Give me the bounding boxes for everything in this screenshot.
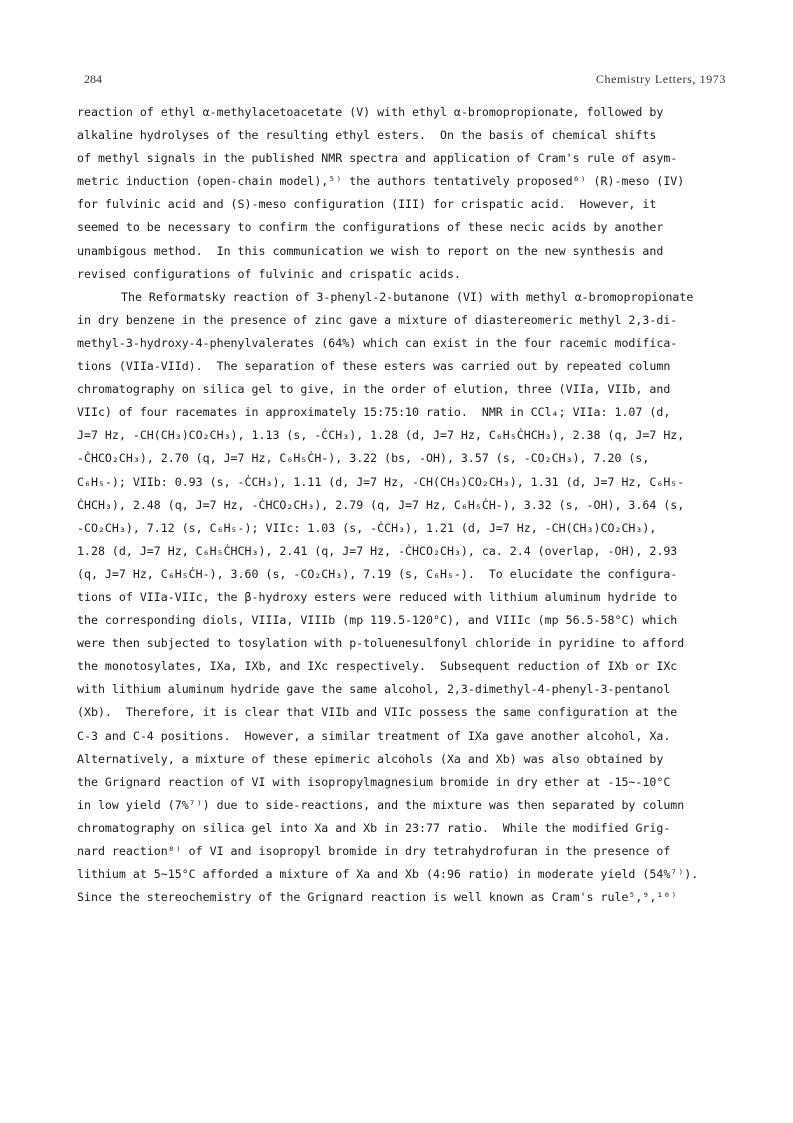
text-line: ĊHCH₃), 2.48 (q, J=7 Hz, -ĊHCO₂CH₃), 2.79 (q, J=7 Hz, C₆H₅ĊH-), 3.32 (s, -OH), 3.64 (s, [77, 497, 685, 512]
text-line: C₆H₅-); VIIb: 0.93 (s, -ĊCH₃), 1.11 (d, J=7 Hz, -CH(CH₃)CO₂CH₃), 1.31 (d, J=7 Hz, C₆H₅- [77, 474, 685, 489]
text-line: chromatography on silica gel to give, in the order of elution, three (VIIa, VIIb, and [77, 382, 671, 397]
paragraph-1 [77, 101, 737, 286]
text-line: the monotosylates, IXa, IXb, and IXc respectively. Subsequent reduction of IXb or IXc [77, 659, 678, 674]
text-line: unambigous method. In this communication we wish to report on the new synthesis and [77, 243, 664, 258]
text-line: Since the stereochemistry of the Grignard reaction is well known as Cram's rule⁵,⁹,¹⁰⁾ [77, 890, 678, 905]
page-number: 284 [84, 72, 102, 86]
text-line: the Grignard reaction of VI with isopropylmagnesium bromide in dry ether at -15~-10°C [77, 774, 671, 789]
text-line: tions of VIIa-VIIc, the β-hydroxy esters were reduced with lithium aluminum hydride to [77, 589, 678, 604]
text-line: (Xb). Therefore, it is clear that VIIb and VIIc possess the same configuration at the [77, 705, 678, 720]
text-line: were then subjected to tosylation with p-toluenesulfonyl chloride in pyridine to afford [77, 636, 685, 651]
text-line: for fulvinic acid and (S)-meso configuration (III) for crispatic acid. However, it [77, 197, 657, 212]
text-line: the corresponding diols, VIIIa, VIIIb (mp 119.5-120°C), and VIIIc (mp 56.5-58°C) which [77, 613, 678, 628]
journal-running-head: Chemistry Letters, 1973 [595, 72, 726, 86]
text-line: with lithium aluminum hydride gave the same alcohol, 2,3-dimethyl-4-phenyl-3-pentanol [77, 682, 671, 697]
text-line: in low yield (7%⁷⁾) due to side-reactions, and the mixture was then separated by column [77, 797, 685, 812]
paragraph-2 [77, 286, 737, 910]
text-line: nard reaction⁸⁾ of VI and isopropyl bromide in dry tetrahydrofuran in the presence of [77, 844, 671, 858]
body-text [77, 101, 737, 909]
text-line: 1.28 (d, J=7 Hz, C₆H₅ĊHCH₃), 2.41 (q, J=7 Hz, -ĊHCO₂CH₃), ca. 2.4 (overlap, -OH), 2.93 [77, 543, 678, 558]
text-line: of methyl signals in the published NMR spectra and application of Cram's rule of asym- [77, 151, 678, 166]
text-line: revised configurations of fulvinic and crispatic acids. [77, 266, 461, 281]
text-line: chromatography on silica gel into Xa and Xb in 23:77 ratio. While the modified Grig- [77, 820, 671, 835]
text-line: VIIc) of four racemates in approximately 15:75:10 ratio. NMR in CCl₄; VIIa: 1.07 (d, [77, 405, 671, 420]
text-line: (q, J=7 Hz, C₆H₅ĊH-), 3.60 (s, -CO₂CH₃), 7.19 (s, C₆H₅-). To elucidate the configura- [77, 566, 678, 581]
text-line: alkaline hydrolyses of the resulting ethyl esters. On the basis of chemical shifts [77, 128, 657, 143]
text-line: seemed to be necessary to confirm the configurations of these necic acids by another [77, 220, 664, 235]
text-line: J=7 Hz, -CH(CH₃)CO₂CH₃), 1.13 (s, -ĊCH₃), 1.28 (d, J=7 Hz, C₆H₅ĊHCH₃), 2.38 (q, J=7 Hz, [77, 428, 685, 443]
text-line: lithium at 5~15°C afforded a mixture of Xa and Xb (4:96 ratio) in moderate yield (54%⁷⁾). [77, 867, 699, 882]
text-line: reaction of ethyl α-methylacetoacetate (V) with ethyl α-bromopropionate, followed by [77, 105, 664, 119]
text-line: -CO₂CH₃), 7.12 (s, C₆H₅-); VIIc: 1.03 (s, -ĊCH₃), 1.21 (d, J=7 Hz, -CH(CH₃)CO₂CH₃), [77, 520, 657, 535]
text-line: Alternatively, a mixture of these epimeric alcohols (Xa and Xb) was also obtained by [77, 751, 664, 766]
page-header [77, 72, 726, 92]
text-line: C-3 and C-4 positions. However, a similar treatment of IXa gave another alcohol, Xa. [77, 728, 671, 743]
text-line: in dry benzene in the presence of zinc gave a mixture of diastereomeric methyl 2,3-di- [77, 312, 678, 327]
text-line: tions (VIIa-VIId). The separation of these esters was carried out by repeated column [77, 359, 671, 374]
text-line: -ĊHCO₂CH₃), 2.70 (q, J=7 Hz, C₆H₅ĊH-), 3.22 (bs, -OH), 3.57 (s, -CO₂CH₃), 7.20 (s, [77, 451, 650, 466]
text-line: The Reformatsky reaction of 3-phenyl-2-butanone (VI) with methyl α-bromopropionate [121, 289, 694, 304]
text-line: methyl-3-hydroxy-4-phenylvalerates (64%) which can exist in the four racemic modifica- [77, 335, 678, 350]
text-line: metric induction (open-chain model),⁵⁾ the authors tentatively proposed⁶⁾ (R)-meso (IV) [77, 174, 685, 189]
